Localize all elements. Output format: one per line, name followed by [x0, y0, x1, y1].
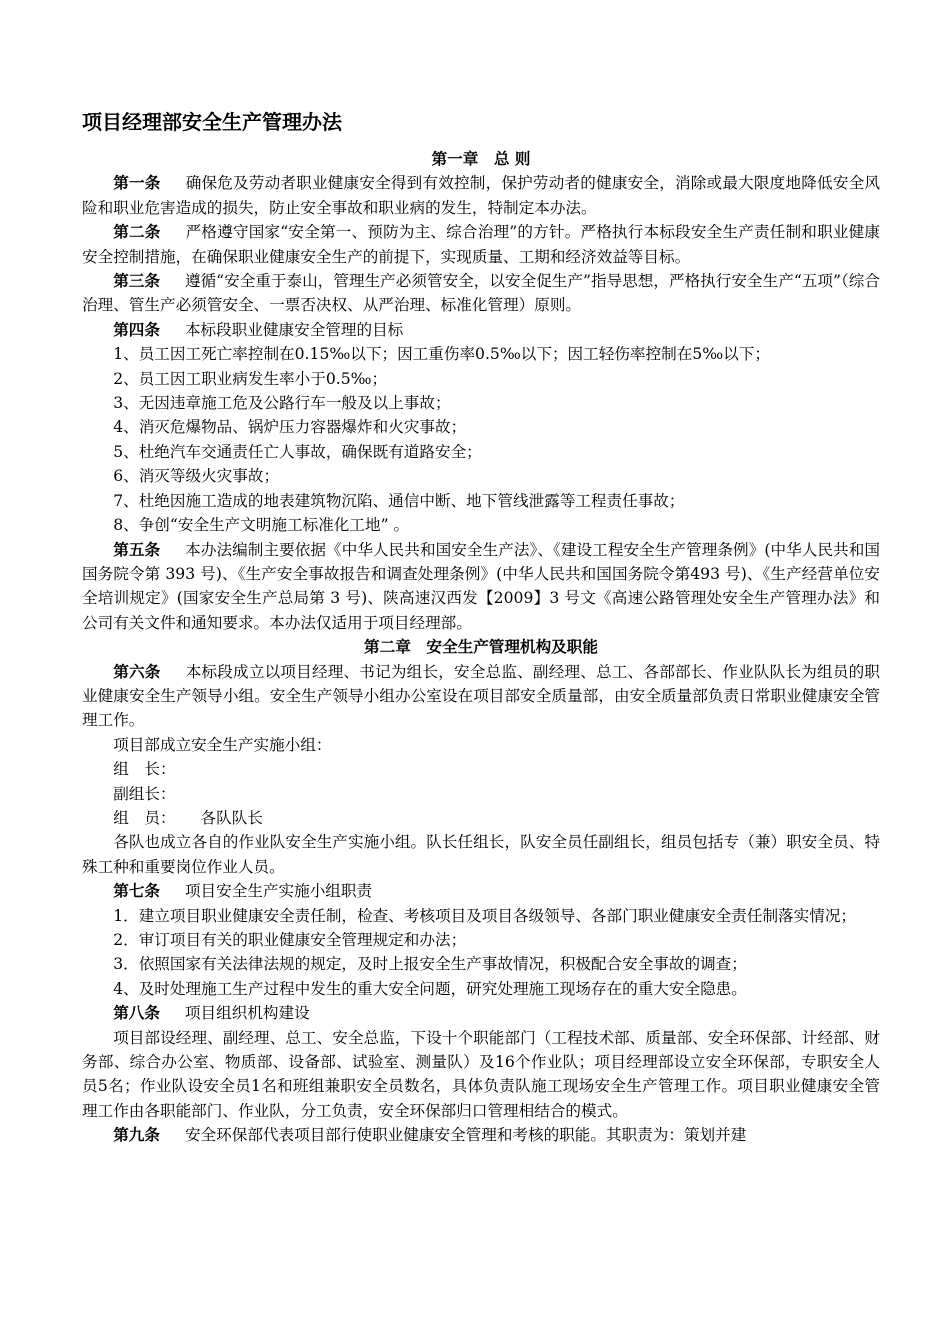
list-item: 4、消灭危爆物品、锅炉压力容器爆炸和火灾事故；	[113, 418, 467, 437]
list-item: 1．建立项目职业健康安全责任制，检查、考核项目及项目各级领导、各部门职业健康安全责任制落实情况；	[113, 906, 857, 925]
org-paragraph: 项目部设经理、副经理、总工、安全总监，下设十个职能部门（工程技术部、质量部、安全环保部、计经部、财务部、综合办公室、物质部、设备部、试验室、测量队）及16个作业队；项目经理部设立安全环保部，专职安全人员5名；作业队设安全员1名和班组兼职安全员数名，具体负责队施工现场安全生产管理工作。项目职业健康安全管理工作由各职能部门、作业队，分工负责，安全环保部归口管理相结合的模式。	[82, 1028, 880, 1120]
article-paragraph	[82, 1123, 880, 1147]
group-deputy: 副组长：	[113, 784, 176, 803]
list-item: 3．依照国家有关法律法规的规定，及时上报安全生产事故情况，积极配合安全事故的调查；	[113, 955, 747, 974]
article-heading: 第六条	[113, 662, 161, 681]
article-text: 项目组织机构建设	[184, 1004, 310, 1023]
article-heading: 第五条	[113, 540, 161, 559]
article-paragraph	[82, 879, 880, 903]
document-title: 项目经理部安全生产管理办法	[82, 110, 342, 134]
list-item: 1、员工因工死亡率控制在0.15‰以下；因工重伤率0.5‰以下；因工轻伤率控制在5‰以下；	[113, 345, 770, 364]
article-paragraph	[82, 171, 880, 220]
article-text: 确保危及劳动者职业健康安全得到有效控制，保护劳动者的健康安全，消除或最大限度地降低安全风险和职业危害造成的损失，防止安全事故和职业病的发生，特制定本办法。	[82, 174, 880, 217]
group-member-label: 组 员：	[113, 808, 176, 827]
article-text: 本标段职业健康安全管理的目标	[184, 320, 404, 339]
chapter-heading: 第二章 安全生产管理机构及职能	[364, 638, 598, 657]
article-paragraph	[82, 660, 880, 733]
list-item: 6、消灭等级火灾事故；	[113, 467, 280, 486]
list-item: 4、及时处理施工生产过程中发生的重大安全问题，研究处理施工现场存在的重大安全隐患。	[113, 979, 747, 998]
list-item: 2．审订项目有关的职业健康安全管理规定和办法；	[113, 931, 467, 949]
article-heading: 第九条	[113, 1126, 160, 1145]
chapter-heading: 第一章 总 则	[431, 150, 531, 168]
article-paragraph	[82, 538, 880, 636]
group-leader: 组 长：	[113, 760, 176, 779]
article-heading: 第二条	[113, 223, 161, 242]
article-text: 项目安全生产实施小组职责	[184, 882, 373, 901]
article-text: 本标段成立以项目经理、书记为组长，安全总监、副经理、总工、各部部长、作业队队长为组员的职业健康安全生产领导小组。安全生产领导小组办公室设在项目部安全质量部，由安全质量部负责日常职业健康安全管理工作。	[82, 662, 880, 730]
article-heading: 第七条	[113, 882, 160, 901]
list-item: 7、杜绝因施工造成的地表建筑物沉陷、通信中断、地下管线泄露等工程责任事故；	[113, 491, 685, 510]
article-heading: 第八条	[113, 1004, 160, 1023]
list-item: 2、员工因工职业病发生率小于0.5‰；	[113, 369, 388, 388]
team-paragraph: 各队也成立各自的作业队安全生产实施小组。队长任组长，队安全员任副组长，组员包括专（兼）职安全员、特殊工种和重要岗位作业人员。	[82, 833, 880, 876]
group-members	[82, 806, 880, 830]
article-text: 严格遵守国家“安全第一、预防为主、综合治理”的方针。严格执行本标段安全生产责任制和职业健康安全控制措施，在确保职业健康安全生产的前提下，实现质量、工期和经济效益等目标。	[82, 223, 880, 266]
list-item: 5、杜绝汽车交通责任亡人事故，确保既有道路安全；	[113, 442, 482, 461]
article-paragraph	[82, 1001, 880, 1025]
article-text: 本办法编制主要依据《中华人民共和国安全生产法》、《建设工程安全生产管理条例》(中华人民共和国国务院令第 393 号)、《生产安全事故报告和调查处理条例》(中华人民共和国国务院令第493 号)、《生产经营单位安全培训规定》(国家安全生产总局第 3 号)、陕高速汉西发【2009】3 号文《高速公路管理处安全生产管理办法》和公司有关文件和通知要求。本办法仅适用于项目经理部。	[82, 540, 880, 632]
article-text: 安全环保部代表项目部行使职业健康安全管理和考核的职能。其职责为：策划并建	[184, 1126, 747, 1145]
article-text: 遵循“安全重于泰山，管理生产必须管安全，以安全促生产”指导思想，严格执行安全生产“五项”（综合治理、管生产必须管安全、一票否决权、从严治理、标准化管理）原则。	[82, 272, 880, 315]
article-paragraph	[82, 269, 880, 318]
list-item: 3、无因违章施工危及公路行车一般及以上事故；	[113, 394, 451, 413]
article-paragraph	[82, 220, 880, 269]
article-heading: 第三条	[113, 272, 160, 291]
group-member-value: 各队队长	[200, 808, 263, 827]
article-paragraph	[82, 318, 880, 342]
article-heading: 第一条	[113, 174, 161, 193]
group-intro: 项目部成立安全生产实施小组：	[113, 735, 332, 754]
article-heading: 第四条	[113, 320, 160, 339]
document-body	[82, 147, 880, 1148]
list-item: 8、争创“安全生产文明施工标准化工地” 。	[113, 516, 410, 535]
